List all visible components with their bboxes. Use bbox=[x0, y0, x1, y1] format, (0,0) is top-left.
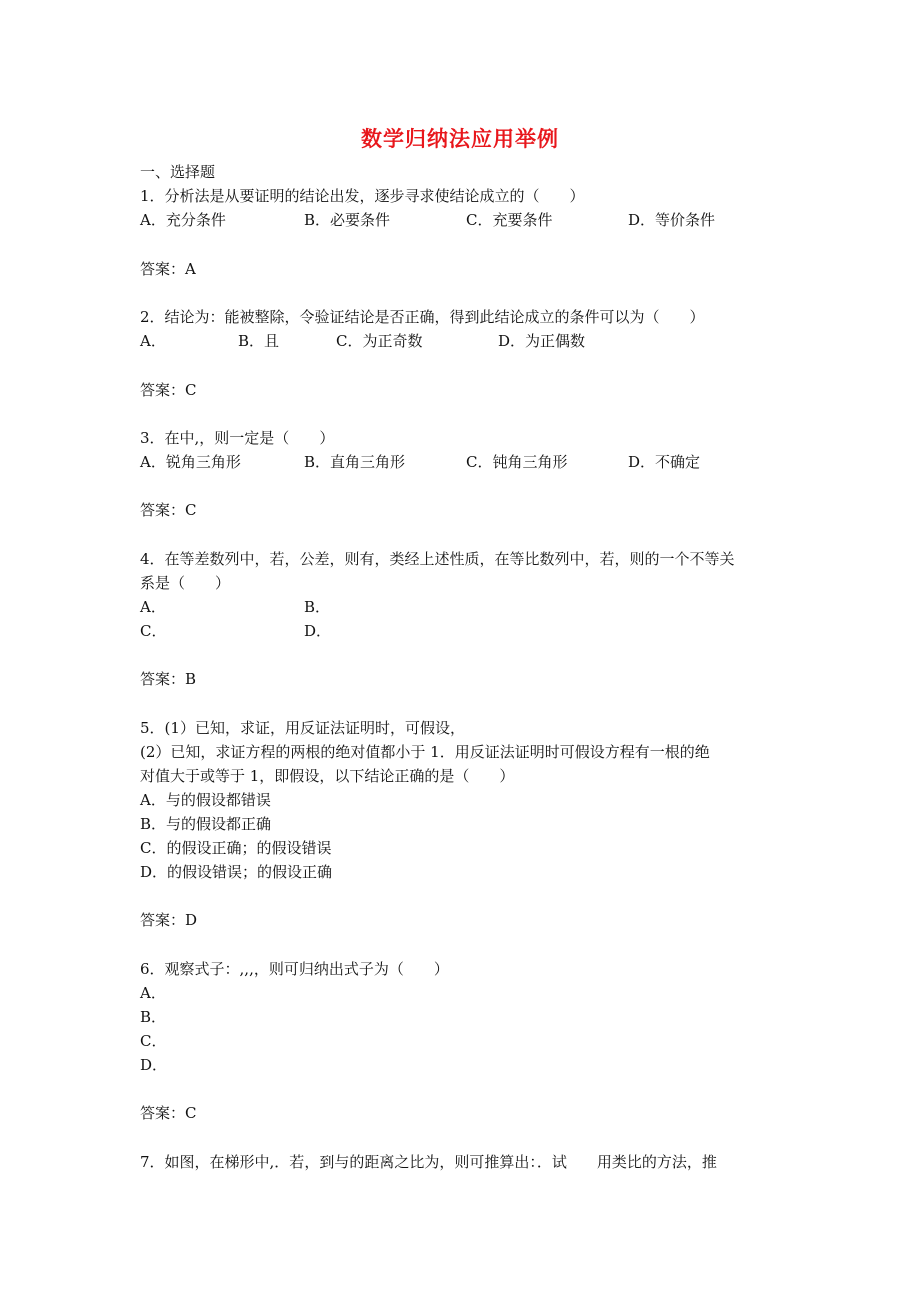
question-3-option-c: C．钝角三角形 bbox=[466, 453, 568, 471]
question-5-stem-line-2: (2）已知，求证方程的两根的绝对值都小于 1．用反证法证明时可假设方程有一根的绝 bbox=[140, 743, 710, 761]
question-5-stem-line-1: 5．(1）已知，求证，用反证法证明时，可假设， bbox=[140, 719, 465, 737]
question-1-stem: 1．分析法是从要证明的结论出发，逐步寻求使结论成立的（ ） bbox=[140, 187, 585, 205]
question-2-option-a: A． bbox=[140, 332, 166, 350]
question-3-stem: 3．在中,，则一定是（ ） bbox=[140, 429, 335, 447]
question-3-option-b: B．直角三角形 bbox=[304, 453, 406, 471]
question-5-option-a: A．与的假设都错误 bbox=[140, 791, 271, 809]
question-4-option-a: A． bbox=[140, 598, 166, 616]
question-3-answer: 答案：C bbox=[140, 501, 197, 519]
question-6-answer: 答案：C bbox=[140, 1104, 197, 1122]
question-4-option-b: B． bbox=[304, 598, 331, 616]
question-4-option-d: D． bbox=[304, 622, 332, 640]
question-5-option-d: D．的假设错误；的假设正确 bbox=[140, 863, 333, 881]
question-6-stem: 6．观察式子：,,,，则可归纳出式子为（ ） bbox=[140, 960, 449, 978]
question-6-option-d: D． bbox=[140, 1056, 168, 1074]
question-5-option-c: C．的假设正确；的假设错误 bbox=[140, 839, 332, 857]
question-5-answer: 答案：D bbox=[140, 911, 198, 929]
question-2-option-d: D．为正偶数 bbox=[498, 332, 586, 350]
question-2-option-b: B．且 bbox=[238, 332, 280, 350]
question-2-stem: 2．结论为：能被整除，令验证结论是否正确，得到此结论成立的条件可以为（ ） bbox=[140, 308, 705, 326]
section-heading: 一、选择题 bbox=[140, 163, 216, 181]
question-4-stem-line-2: 系是（ ） bbox=[140, 574, 231, 592]
question-1-option-b: B．必要条件 bbox=[304, 211, 391, 229]
question-6-option-c: C． bbox=[140, 1032, 167, 1050]
question-6-option-b: B． bbox=[140, 1008, 167, 1026]
question-4-option-c: C． bbox=[140, 622, 167, 640]
question-1-option-a: A．充分条件 bbox=[140, 211, 226, 229]
question-4-answer: 答案：B bbox=[140, 670, 197, 688]
question-4-stem-line-1: 4．在等差数列中，若，公差，则有，类经上述性质，在等比数列中，若，则的一个不等关 bbox=[140, 550, 735, 568]
question-3-option-d: D．不确定 bbox=[628, 453, 701, 471]
question-7-stem: 7．如图，在梯形中,．若，到与的距离之比为，则可推算出：．试 用类比的方法，推 bbox=[140, 1153, 717, 1171]
question-5-stem-line-3: 对值大于或等于 1，即假设，以下结论正确的是（ ） bbox=[140, 767, 515, 785]
question-2-option-c: C．为正奇数 bbox=[336, 332, 423, 350]
question-1-option-d: D．等价条件 bbox=[628, 211, 716, 229]
page-title: 数学归纳法应用举例 bbox=[361, 126, 559, 151]
question-1-answer: 答案：A bbox=[140, 260, 196, 278]
question-1-option-c: C．充要条件 bbox=[466, 211, 553, 229]
question-2-answer: 答案：C bbox=[140, 381, 197, 399]
question-3-option-a: A．锐角三角形 bbox=[140, 453, 241, 471]
question-5-option-b: B．与的假设都正确 bbox=[140, 815, 272, 833]
question-6-option-a: A． bbox=[140, 984, 166, 1002]
